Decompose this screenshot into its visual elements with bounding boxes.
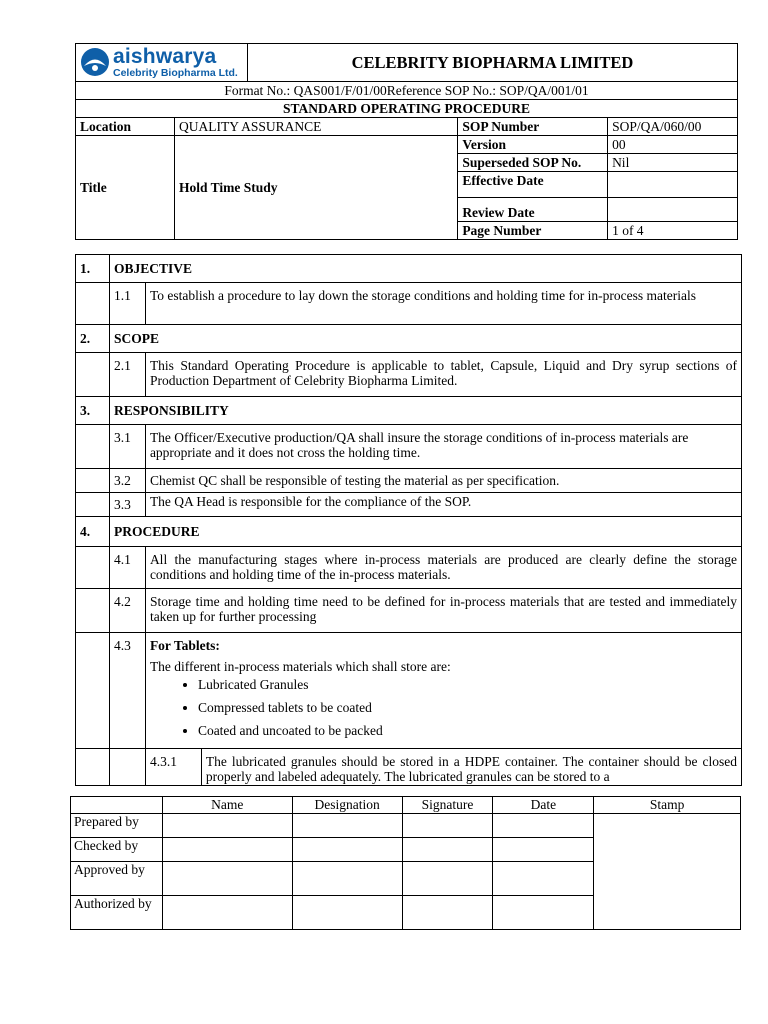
signoff-cell: [162, 862, 292, 896]
in-process-materials-list: [150, 677, 737, 739]
subsection-number: 1.1: [109, 283, 145, 325]
column-header: Name: [162, 797, 292, 814]
row-label: Authorized by: [71, 896, 163, 930]
subsection-text: The Officer/Executive production/QA shall insure the storage conditions of in-process materials are appropriate and it does not cross the holding time.: [145, 425, 741, 469]
signoff-cell: [162, 838, 292, 862]
section-spacer: [76, 547, 110, 589]
location-label: Location: [76, 117, 175, 135]
signoff-cell: [162, 814, 292, 838]
signoff-table: [70, 796, 741, 930]
subsection-text: The lubricated granules should be stored in a HDPE container. The container should be closed properly and labeled adequately. The lubricated granules can be stored to a: [201, 749, 741, 786]
column-header: Signature: [402, 797, 493, 814]
document-type: STANDARD OPERATING PROCEDURE: [76, 99, 738, 117]
field-value: Nil: [608, 153, 738, 171]
signoff-corner: [71, 797, 163, 814]
subsection-number: 3.3: [109, 493, 145, 517]
signoff-cell: [402, 838, 493, 862]
field-value: [608, 171, 738, 197]
subsection-text: All the manufacturing stages where in-process materials are produced are clearly define the storage conditions and holding time of the in-process materials.: [145, 547, 741, 589]
signoff-cell: [292, 862, 402, 896]
format-number-line: Format No.: QAS001/F/01/00Reference SOP No.: SOP/QA/001/01: [76, 81, 738, 99]
field-label: Page Number: [458, 221, 608, 239]
title-value: Hold Time Study: [174, 135, 457, 239]
section-spacer: [109, 749, 145, 786]
field-label: Version: [458, 135, 608, 153]
section-spacer: [76, 493, 110, 517]
column-header: Designation: [292, 797, 402, 814]
signoff-cell: [292, 814, 402, 838]
subsection-text: The QA Head is responsible for the compliance of the SOP.: [145, 493, 741, 517]
title-label: Title: [76, 135, 175, 239]
field-label: Superseded SOP No.: [458, 153, 608, 171]
subsection-number: 3.1: [109, 425, 145, 469]
section-number: 4.: [76, 517, 110, 547]
section-number: 3.: [76, 397, 110, 425]
subsection-content: [145, 633, 741, 749]
column-header: Stamp: [594, 797, 741, 814]
section-title: SCOPE: [109, 325, 741, 353]
subsection-text: Chemist QC shall be responsible of testing the material as per specification.: [145, 469, 741, 493]
company-name: CELEBRITY BIOPHARMA LIMITED: [247, 44, 737, 82]
sop-body-table: [75, 254, 742, 786]
subsection-text: This Standard Operating Procedure is applicable to tablet, Capsule, Liquid and Dry syrup sections of Production Department of Celebrity Biopharma Limited.: [145, 353, 741, 397]
logo-cell: [76, 44, 248, 82]
list-item: • Coated and uncoated to be packed: [198, 723, 737, 739]
signoff-cell: [493, 862, 594, 896]
logo-mark-icon: [80, 47, 110, 77]
field-value: 00: [608, 135, 738, 153]
subsection-number: 3.2: [109, 469, 145, 493]
signoff-cell: [292, 896, 402, 930]
section-spacer: [76, 353, 110, 397]
signoff-cell: [292, 838, 402, 862]
row-label: Checked by: [71, 838, 163, 862]
subsection-number: 4.1: [109, 547, 145, 589]
section-title: PROCEDURE: [109, 517, 741, 547]
stamp-cell: [594, 814, 741, 930]
section-title: OBJECTIVE: [109, 255, 741, 283]
field-value: 1 of 4: [608, 221, 738, 239]
section-spacer: [76, 469, 110, 493]
row-label: Prepared by: [71, 814, 163, 838]
list-item: • Compressed tablets to be coated: [198, 700, 737, 716]
section-title: RESPONSIBILITY: [109, 397, 741, 425]
signoff-cell: [402, 896, 493, 930]
subsection-number: 4.3.1: [145, 749, 201, 786]
field-label: SOP Number: [458, 117, 608, 135]
row-label: Approved by: [71, 862, 163, 896]
sop-header-table: [75, 43, 738, 240]
subsection-intro: The different in-process materials which shall store are:: [149, 659, 451, 674]
signoff-cell: [493, 814, 594, 838]
section-spacer: [76, 589, 110, 633]
signoff-cell: [402, 814, 493, 838]
subsection-text: Storage time and holding time need to be defined for in-process materials that are tested and immediately taken up for further processing: [145, 589, 741, 633]
section-spacer: [76, 749, 110, 786]
field-value: [608, 197, 738, 221]
section-spacer: [76, 633, 110, 749]
logo-main-text: aishwarya: [113, 45, 217, 68]
signoff-cell: [493, 896, 594, 930]
column-header: Date: [493, 797, 594, 814]
signoff-cell: [493, 838, 594, 862]
subsection-number: 2.1: [109, 353, 145, 397]
subsection-number: 4.3: [109, 633, 145, 749]
section-number: 2.: [76, 325, 110, 353]
section-spacer: [76, 283, 110, 325]
signoff-cell: [162, 896, 292, 930]
subsection-text: To establish a procedure to lay down the storage conditions and holding time for in-process materials: [145, 283, 741, 325]
subsection-number: 4.2: [109, 589, 145, 633]
subsection-heading: For Tablets:: [149, 638, 220, 653]
section-spacer: [76, 425, 110, 469]
field-value: SOP/QA/060/00: [608, 117, 738, 135]
field-label: Effective Date: [458, 171, 608, 197]
company-logo: [80, 46, 243, 79]
location-value: QUALITY ASSURANCE: [174, 117, 457, 135]
logo-sub-text: Celebrity Biopharma Ltd.: [113, 67, 238, 79]
section-number: 1.: [76, 255, 110, 283]
signoff-cell: [402, 862, 493, 896]
list-item: • Lubricated Granules: [198, 677, 737, 693]
field-label: Review Date: [458, 197, 608, 221]
